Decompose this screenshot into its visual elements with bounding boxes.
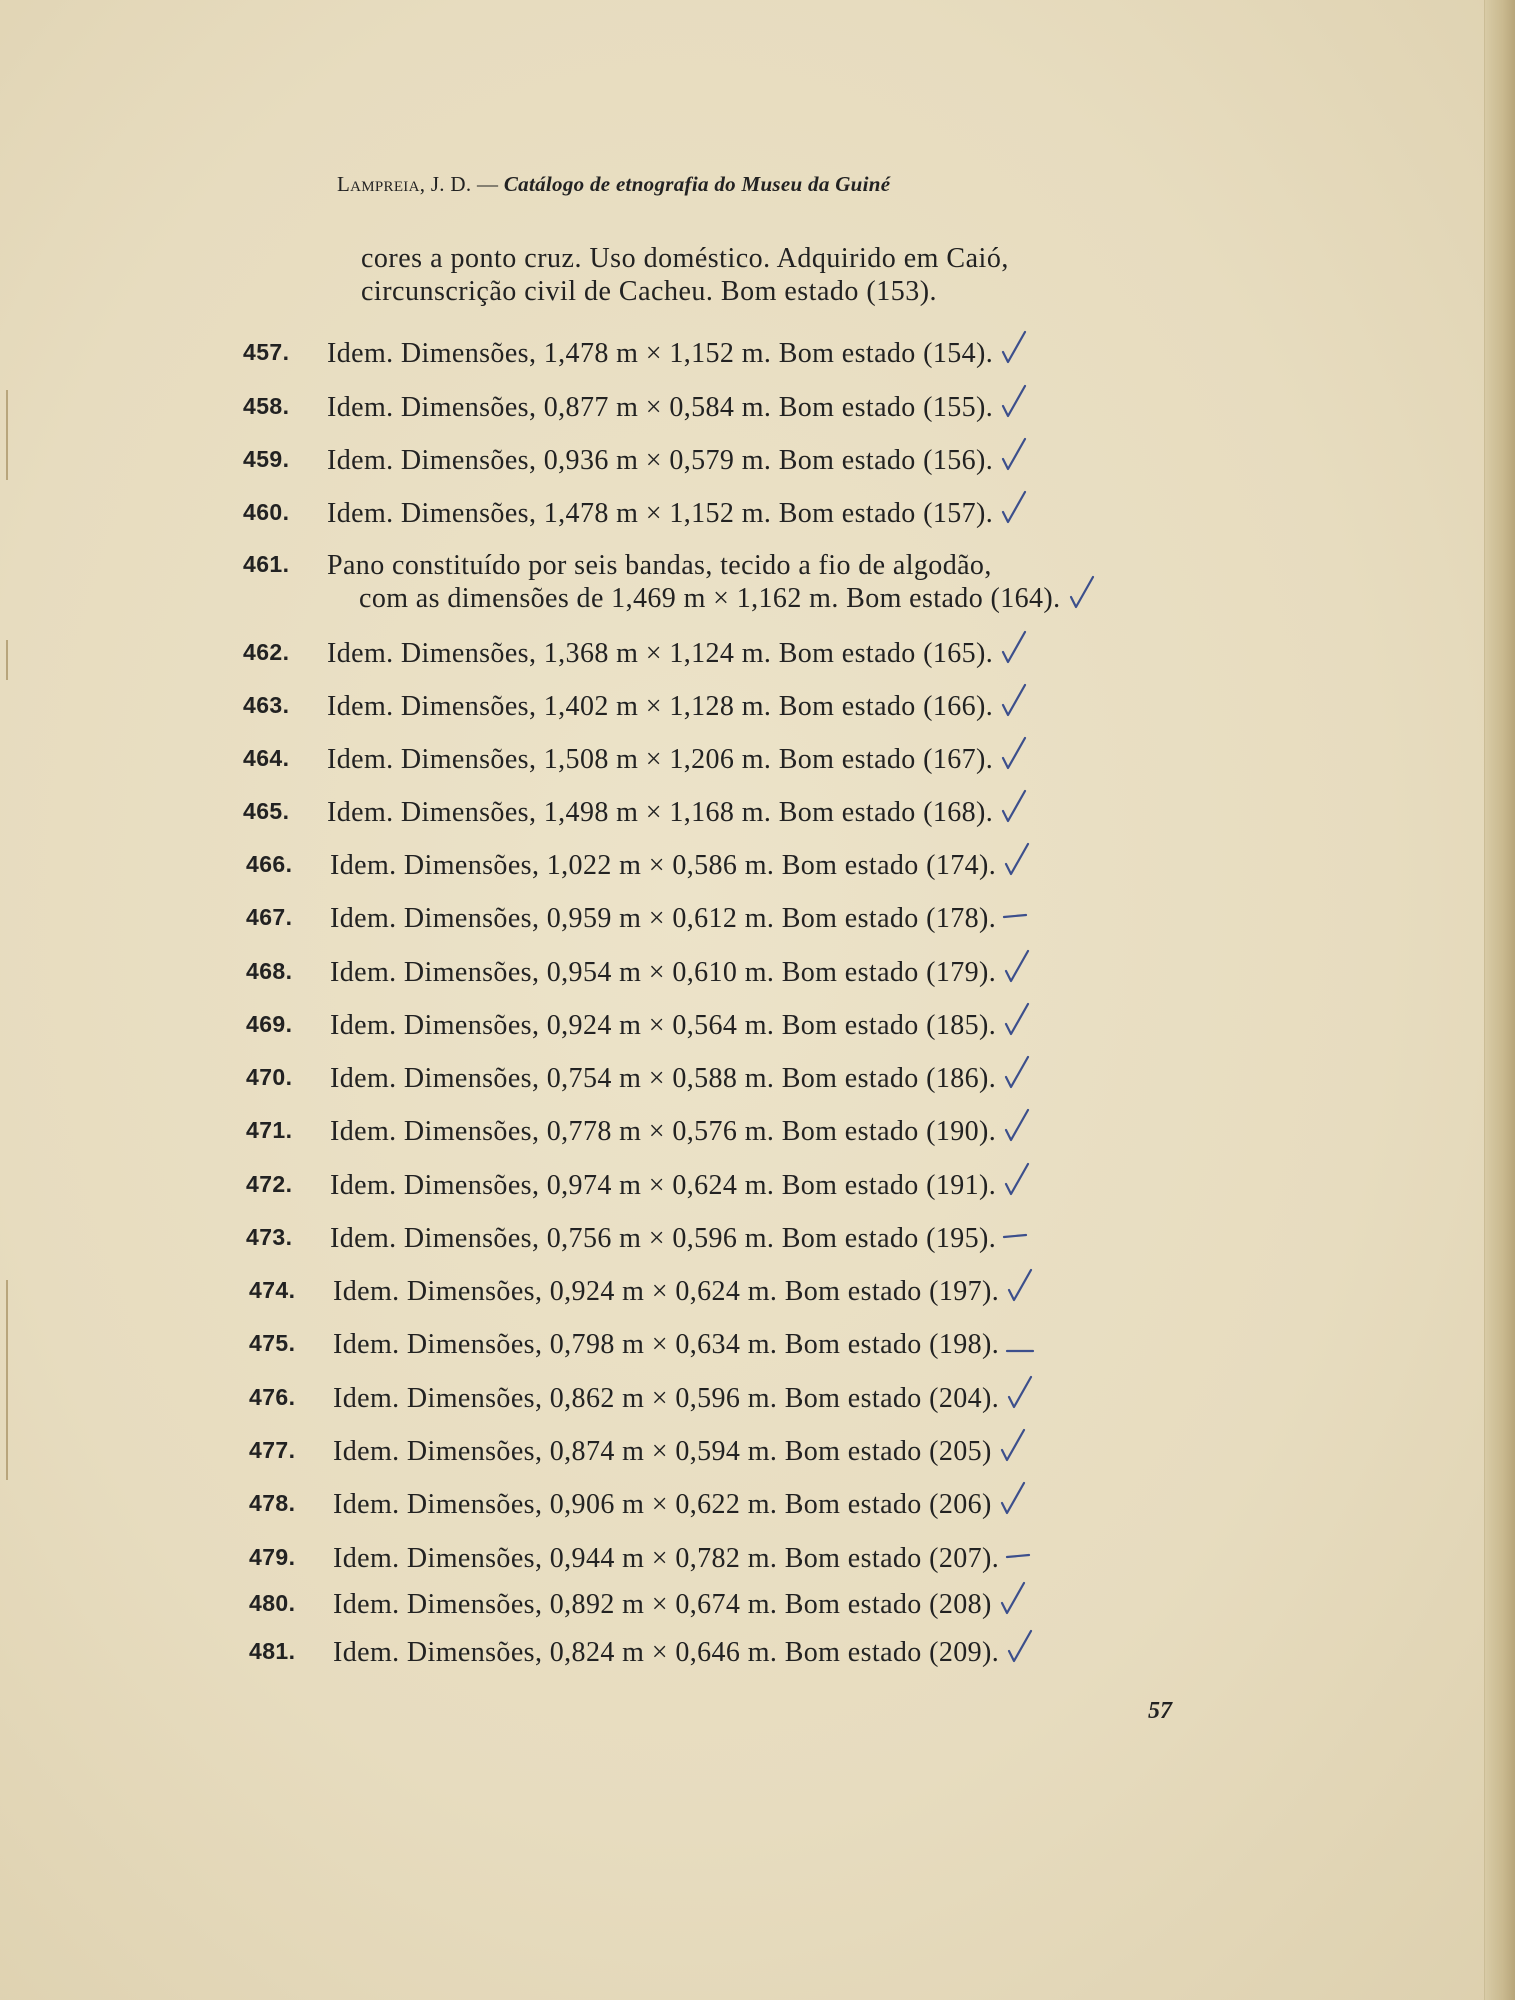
entry-number: 460. <box>243 499 290 525</box>
entry-text: Idem. Dimensões, 0,862 m × 0,596 m. Bom estado (204). <box>333 1383 1000 1414</box>
pencil-check-icon <box>1002 1002 1032 1038</box>
entry-text: Idem. Dimensões, 1,508 m × 1,206 m. Bom estado (167). <box>327 744 994 775</box>
entry-text-continuation: com as dimensões de 1,469 m × 1,162 m. Bom estado (164). <box>359 583 1061 614</box>
pencil-check-icon <box>998 1481 1028 1517</box>
entry-number: 474. <box>249 1277 296 1303</box>
entry-text: Idem. Dimensões, 0,756 m × 0,596 m. Bom estado (195). <box>330 1223 997 1254</box>
pencil-check-icon <box>1005 1375 1035 1411</box>
pencil-check-icon <box>998 1428 1028 1464</box>
entry-number: 471. <box>246 1117 293 1143</box>
entry-number: 461. <box>243 551 290 577</box>
pencil-dash-icon <box>1002 1215 1032 1251</box>
pencil-check-icon <box>1005 1629 1035 1665</box>
entry-text: Idem. Dimensões, 1,478 m × 1,152 m. Bom estado (154). <box>327 338 994 369</box>
entry-number: 481. <box>249 1638 296 1664</box>
pencil-check-icon <box>998 1581 1028 1617</box>
entry-number: 457. <box>243 339 290 365</box>
entry-text: Idem. Dimensões, 0,906 m × 0,622 m. Bom estado (206) <box>333 1489 992 1520</box>
entry-number: 480. <box>249 1590 296 1616</box>
entry-text: Idem. Dimensões, 0,936 m × 0,579 m. Bom estado (156). <box>327 445 994 476</box>
pencil-check-icon <box>1002 1108 1032 1144</box>
pencil-dash-icon <box>1005 1535 1035 1571</box>
entry-text: Idem. Dimensões, 1,022 m × 0,586 m. Bom estado (174). <box>330 850 997 881</box>
pencil-check-icon <box>1002 949 1032 985</box>
entry-text: Idem. Dimensões, 1,478 m × 1,152 m. Bom estado (157). <box>327 498 994 529</box>
entry-text: Idem. Dimensões, 1,402 m × 1,128 m. Bom estado (166). <box>327 691 994 722</box>
entry-number: 458. <box>243 393 290 419</box>
entry-number: 479. <box>249 1544 296 1570</box>
entry-text: Idem. Dimensões, 1,498 m × 1,168 m. Bom estado (168). <box>327 797 994 828</box>
continued-paragraph <box>361 242 1161 308</box>
entry-text: Idem. Dimensões, 0,798 m × 0,634 m. Bom estado (198). <box>333 1329 1000 1360</box>
entry-number: 473. <box>246 1224 293 1250</box>
header-title: Catálogo de etnografia do Museu da Guiné <box>503 172 891 196</box>
header-author: Lampreia, J. D. <box>337 172 472 196</box>
pencil-check-icon <box>1002 1055 1032 1091</box>
entry-number: 466. <box>246 851 293 877</box>
entry-number: 463. <box>243 692 290 718</box>
intro-line-1: cores a ponto cruz. Uso doméstico. Adquirido em Caió, <box>361 243 1009 274</box>
entry-number: 459. <box>243 446 290 472</box>
page-number: 57 <box>1148 1698 1172 1724</box>
running-header <box>337 172 890 197</box>
entry-text: Idem. Dimensões, 0,954 m × 0,610 m. Bom estado (179). <box>330 957 997 988</box>
pencil-check-icon <box>1067 575 1097 611</box>
entry-text: Idem. Dimensões, 0,959 m × 0,612 m. Bom estado (178). <box>330 903 997 934</box>
header-separator: — <box>471 172 504 196</box>
pencil-dash-icon <box>1005 1321 1035 1357</box>
entry-text: Idem. Dimensões, 0,874 m × 0,594 m. Bom estado (205) <box>333 1436 992 1467</box>
pencil-check-icon <box>1002 842 1032 878</box>
entry-text: Idem. Dimensões, 0,944 m × 0,782 m. Bom estado (207). <box>333 1543 1000 1574</box>
entry-text: Idem. Dimensões, 0,924 m × 0,624 m. Bom estado (197). <box>333 1276 1000 1307</box>
entry-number: 465. <box>243 798 290 824</box>
entry-text: Pano constituído por seis bandas, tecido a fio de algodão, <box>327 550 992 581</box>
binding-marks <box>0 380 18 1580</box>
entry-number: 470. <box>246 1064 293 1090</box>
entry-number: 475. <box>249 1330 296 1356</box>
entry-number: 469. <box>246 1011 293 1037</box>
entry-text: Idem. Dimensões, 0,824 m × 0,646 m. Bom estado (209). <box>333 1637 1000 1668</box>
pencil-check-icon <box>1005 1268 1035 1304</box>
intro-line-2: circunscrição civil de Cacheu. Bom estado (153). <box>361 276 938 307</box>
pencil-check-icon <box>999 789 1029 825</box>
pencil-check-icon <box>999 683 1029 719</box>
entry-number: 472. <box>246 1171 293 1197</box>
entry-text: Idem. Dimensões, 1,368 m × 1,124 m. Bom estado (165). <box>327 638 994 669</box>
entry-number: 462. <box>243 639 290 665</box>
pencil-check-icon <box>999 384 1029 420</box>
pencil-check-icon <box>999 437 1029 473</box>
pencil-check-icon <box>999 630 1029 666</box>
entry-number: 477. <box>249 1437 296 1463</box>
entry-text: Idem. Dimensões, 0,778 m × 0,576 m. Bom estado (190). <box>330 1116 997 1147</box>
pencil-check-icon <box>999 490 1029 526</box>
entry-number: 464. <box>243 745 290 771</box>
entry-text: Idem. Dimensões, 0,924 m × 0,564 m. Bom estado (185). <box>330 1010 997 1041</box>
entry-number: 476. <box>249 1384 296 1410</box>
entry-text: Idem. Dimensões, 0,877 m × 0,584 m. Bom estado (155). <box>327 392 994 423</box>
entry-number: 478. <box>249 1490 296 1516</box>
pencil-dash-icon <box>1002 895 1032 931</box>
pencil-check-icon <box>1002 1162 1032 1198</box>
entry-text: Idem. Dimensões, 0,974 m × 0,624 m. Bom estado (191). <box>330 1170 997 1201</box>
page-edge <box>1484 0 1515 2000</box>
entry-text: Idem. Dimensões, 0,892 m × 0,674 m. Bom estado (208) <box>333 1589 992 1620</box>
pencil-check-icon <box>999 736 1029 772</box>
entry-number: 468. <box>246 958 293 984</box>
entry-text: Idem. Dimensões, 0,754 m × 0,588 m. Bom estado (186). <box>330 1063 997 1094</box>
entry-number: 467. <box>246 904 293 930</box>
pencil-check-icon <box>999 330 1029 366</box>
